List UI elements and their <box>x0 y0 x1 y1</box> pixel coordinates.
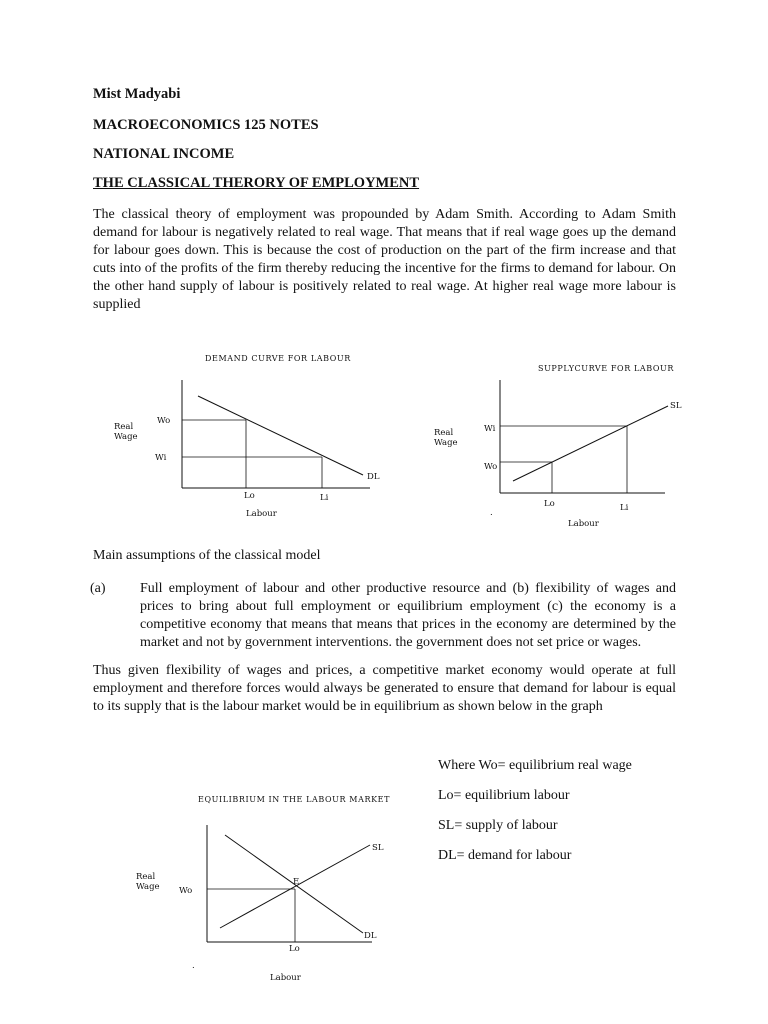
equilibrium-chart-title: EQUILIBRIUM IN THE LABOUR MARKET <box>198 795 391 804</box>
topic-title: NATIONAL INCOME <box>93 146 235 162</box>
equilibrium-demand-label: DL <box>364 931 377 941</box>
supply-y-label-wage: Wage <box>434 438 458 448</box>
equilibrium-wage-label: Wo <box>179 886 193 896</box>
assumptions-text: Full employment of labour and other productive resource and (b) flexibility of wages and prices to bring about full employment or equilibrium employment (c) the economy is a competitive economy that means that means that prices in the economy are determined by the market and not by government interventions. the government does not set price or wages. <box>140 581 676 650</box>
demand-labour-high-label: Li <box>320 493 329 503</box>
supply-labour-low-label: Lo <box>544 499 555 509</box>
assumptions-item <box>90 580 676 652</box>
demand-labour-low-label: Lo <box>244 491 255 501</box>
equilibrium-y-label-real: Real <box>136 872 156 882</box>
legend-lo: Lo= equilibrium labour <box>438 788 570 803</box>
demand-curve-chart <box>105 345 395 525</box>
supply-chart-title: SUPPLYCURVE FOR LABOUR <box>538 364 675 373</box>
legend-wo: Where Wo= equilibrium real wage <box>438 758 632 773</box>
legend-sl: SL= supply of labour <box>438 818 558 833</box>
demand-wage-low-label: Wi <box>155 453 167 463</box>
supply-curve-line <box>513 406 668 481</box>
section-title: THE CLASSICAL THERORY OF EMPLOYMENT <box>93 175 420 191</box>
supply-y-label-real: Real <box>434 428 454 438</box>
author-name: Mist Madyabi <box>93 86 181 102</box>
demand-curve-label: DL <box>367 472 380 482</box>
equilibrium-chart <box>130 785 430 990</box>
equilibrium-labour-label: Lo <box>289 944 300 954</box>
demand-y-label-real: Real <box>114 422 134 432</box>
demand-chart-title: DEMAND CURVE FOR LABOUR <box>205 354 351 363</box>
demand-wage-high-label: Wo <box>157 416 171 426</box>
intro-paragraph: The classical theory of employment was propounded by Adam Smith. According to Adam Smith demand for labour is negatively related to real wage. That means that if real wage goes up the demand for labour goes down. This is because the cost of production on the part of the firm increase and that cuts into of the profits of the firm thereby reducing the incentive for the firms to demand for labour. On the other hand supply of labour is positively related to real wage. At higher real wage more labour is supplied <box>93 207 676 312</box>
supply-curve-chart <box>430 355 695 535</box>
supply-x-label: Labour <box>568 519 599 529</box>
conclusion-paragraph: Thus given flexibility of wages and prices, a competitive market economy would operate at full employment and therefore forces would always be generated to ensure that demand for labour is equal to its supply that is the labour market would be in equilibrium as shown below in the graph <box>93 663 676 714</box>
legend-dl: DL= demand for labour <box>438 848 572 863</box>
equilibrium-point-label: E <box>293 877 300 887</box>
assumptions-marker: (a) <box>90 581 106 596</box>
demand-curve-line <box>198 396 363 475</box>
assumptions-heading: Main assumptions of the classical model <box>93 548 321 563</box>
equilibrium-x-label: Labour <box>270 973 301 983</box>
supply-curve-label: SL <box>670 401 682 411</box>
supply-labour-high-label: Li <box>620 503 629 513</box>
equilibrium-y-label-wage: Wage <box>136 882 160 892</box>
equilibrium-supply-label: SL <box>372 843 384 853</box>
supply-stray-mark: . <box>490 508 493 518</box>
equilibrium-stray-mark: . <box>192 961 195 971</box>
demand-y-label-wage: Wage <box>114 432 138 442</box>
supply-wage-low-label: Wo <box>484 462 498 472</box>
demand-x-label: Labour <box>246 509 277 519</box>
course-title: MACROECONOMICS 125 NOTES <box>93 117 319 133</box>
supply-wage-high-label: Wi <box>484 424 496 434</box>
